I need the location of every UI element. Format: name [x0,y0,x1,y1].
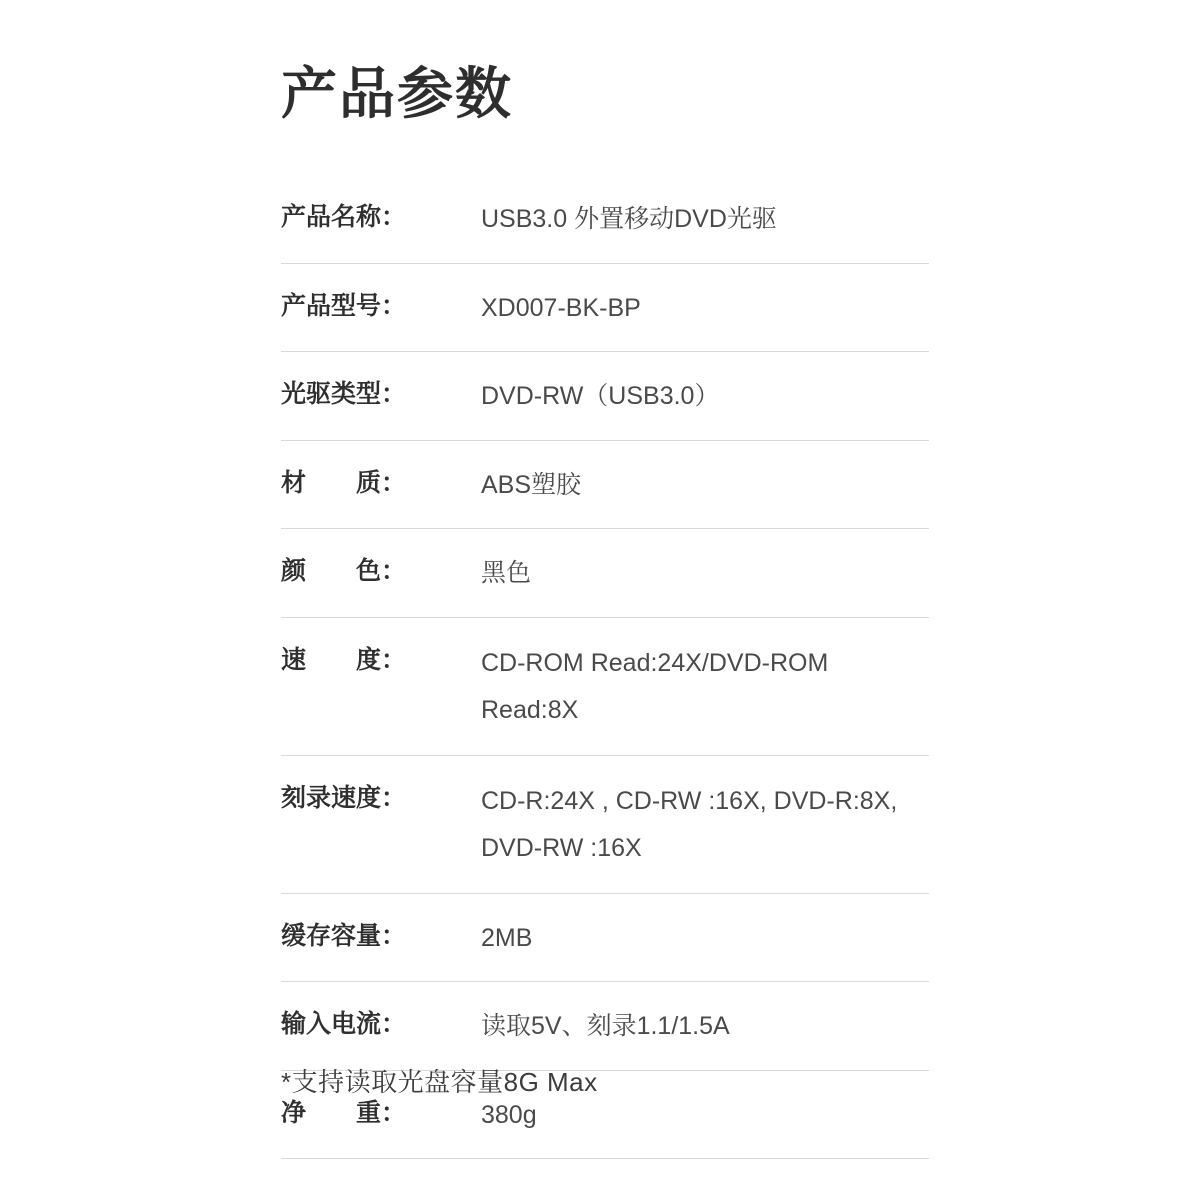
spec-table [281,175,929,1159]
table-row [281,894,929,983]
spec-value: 2MB [481,923,533,952]
spec-label: 净 重： [281,1098,407,1127]
spec-label: 产品名称： [281,203,407,231]
footnote: *支持读取光盘容量8G Max [281,1067,598,1097]
spec-label: 光驱类型： [281,380,407,408]
spec-value: ABS塑胶 [481,470,582,499]
spec-value: 黑色 [481,559,532,587]
spec-value: 380g [481,1100,537,1129]
table-row [281,352,929,441]
spec-label: 输入电流： [281,1010,407,1038]
table-row [281,175,929,264]
page-title: 产品参数 [281,62,513,125]
spec-label: 颜 色： [281,557,407,585]
spec-value: XD007-BK-BP [481,293,641,322]
spec-value: CD-R:24X , CD-RW :16X, DVD-R:8X, DVD-RW :16X [481,786,898,862]
spec-value: CD-ROM Read:24X/DVD-ROM Read:8X [481,648,829,724]
spec-value: 读取5V、刻录1.1/1.5A [481,1012,730,1040]
spec-label: 缓存容量： [281,921,407,950]
table-row [281,618,929,756]
spec-label: 速 度： [281,645,407,674]
table-row [281,756,929,894]
spec-label: 产品型号： [281,291,407,320]
table-row [281,529,929,618]
table-row [281,441,929,530]
table-row [281,264,929,353]
spec-label: 材 质： [281,468,407,497]
spec-value: DVD-RW（USB3.0） [481,382,720,410]
table-row [281,982,929,1071]
spec-value: USB3.0 外置移动DVD光驱 [481,205,777,233]
spec-label: 刻录速度： [281,783,407,812]
